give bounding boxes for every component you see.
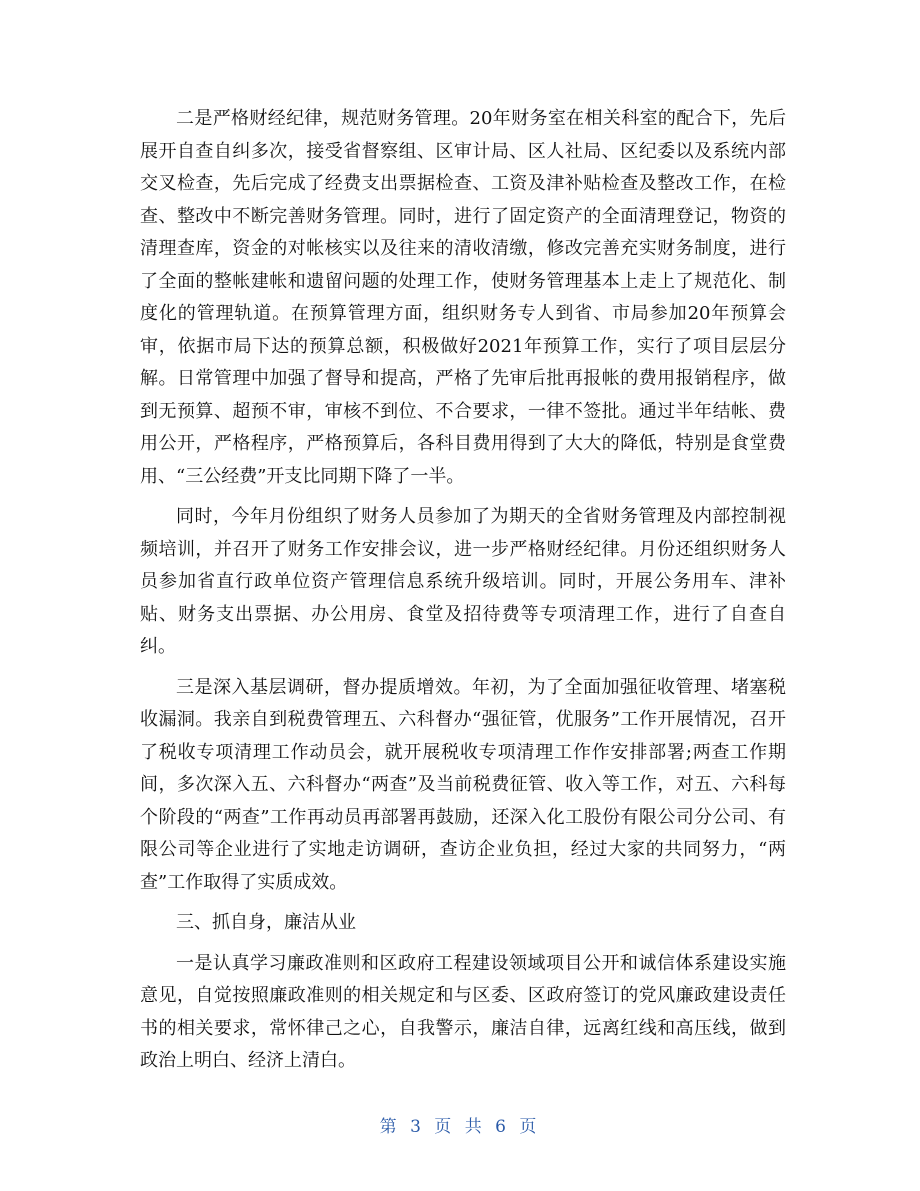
paragraph-grassroots-research: 三是深入基层调研，督办提质增效。年初，为了全面加强征收管理、堵塞税收漏洞。我亲自到税费管理五、六科督办“强征管，优服务”工作开展情况，召开了税收专项清理工作动员会，就开展税收专项清理工作作安排部署;两查工作期间，多次深入五、六科督办“两查”及当前税费征管、收入等工作，对五、六科每个阶段的“两查”工作再动员再部署再鼓励，还深入化工股份有限公司分公司、有限公司等企业进行了实地走访调研，查访企业负担，经过大家的共同努力，“两查”工作取得了实质成效。: [140, 676, 786, 893]
page-number-footer: 第 3 页 共 6 页: [379, 1117, 541, 1137]
paragraph-finance-discipline: 二是严格财经纪律，规范财务管理。20年财务室在相关科室的配合下，先后展开自查自纠多次，接受省督察组、区审计局、区人社局、区纪委以及系统内部交叉检查，先后完成了经费支出票据检查、工资及津补贴检查及整改工作，在检查、整改中不断完善财务管理。同时，进行了固定资产的全面清理登记，物资的清理查库，资金的对帐核实以及往来的清收清缴，修改完善充实财务制度，进行了全面的整帐建帐和遗留问题的处理工作，使财务管理基本上走上了规范化、制度化的管理轨道。在预算管理方面，组织财务专人到省、市局参加20年预算会审，依据市局下达的预算总额，积极做好2021年预算工作，实行了项目层层分解。日常管理中加强了督导和提高，严格了先审后批再报帐的费用报销程序，做到无预算、超预不审，审核不到位、不合要求，一律不签批。通过半年结帐、费用公开，严格程序，严格预算后，各科目费用得到了大大的降低，特别是食堂费用、“三公经费”开支比同期下降了一半。: [140, 108, 786, 487]
section-heading-integrity: 三、抓自身，廉洁从业: [176, 912, 356, 933]
document-body: [140, 103, 786, 1078]
paragraph-finance-training: 同时，今年月份组织了财务人员参加了为期天的全省财务管理及内部控制视频培训，并召开了财务工作安排会议，进一步严格财经纪律。月份还组织财务人员参加省直行政单位资产管理信息系统升级培训。同时，开展公务用车、津补贴、财务支出票据、办公用房、食堂及招待费等专项清理工作，进行了自查自纠。: [140, 506, 786, 657]
paragraph-integrity-study: 一是认真学习廉政准则和区政府工程建设领域项目公开和诚信体系建设实施意见，自觉按照廉政准则的相关规定和与区委、区政府签订的党风廉政建设责任书的相关要求，常怀律己之心，自我警示，廉洁自律，远离红线和高压线，做到政治上明白、经济上清白。: [140, 952, 786, 1071]
